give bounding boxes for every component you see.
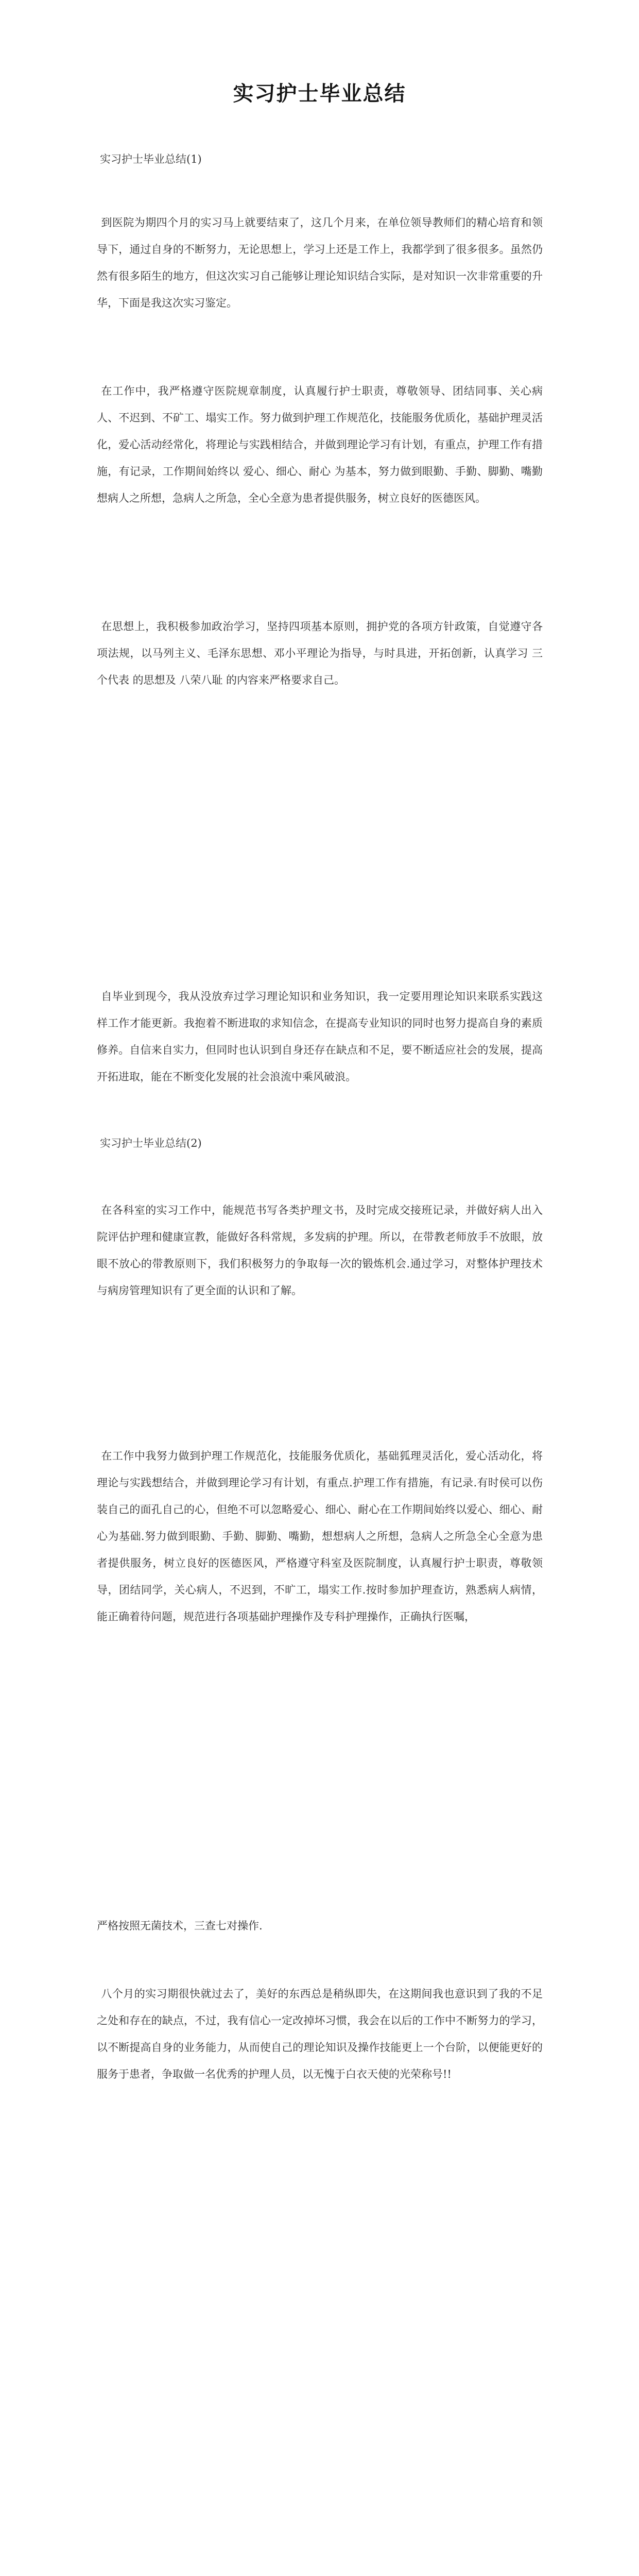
paragraph: 在各科室的实习工作中，能规范书写各类护理文书，及时完成交接班记录，并做好病人出入院评估护理和健康宣教，能做好各科常规，多发病的护理。所以，在带教老师放手不放眼，放眼不放心的带教原则下，我们积极努力的争取每一次的锻炼机会.通过学习，对整体护理技术与病房管理知识有了更全面的认识和了解。 xyxy=(97,1204,543,1297)
paragraph: 在思想上，我积极参加政治学习，坚持四项基本原则，拥护党的各项方针政策，自觉遵守各项法规，以马列主义、毛泽东思想、邓小平理论为指导，与时具进，开拓创新，认真学习 三个代表 的思想及 八荣八耻 的内容来严格要求自己。 xyxy=(97,620,543,686)
section-heading-1: 实习护士毕业总结(1) xyxy=(100,153,202,165)
paragraph: 在工作中，我严格遵守医院规章制度，认真履行护士职责，尊敬领导、团结同事、关心病人、不迟到、不矿工、塌实工作。努力做到护理工作规范化，技能服务优质化，基础护理灵活化，爱心活动经常化，将理论与实践相结合，并做到理论学习有计划，有重点，护理工作有措施，有记录，工作期间始终以 爱心、细心、耐心 为基本，努力做到眼勤、手勤、脚勤、嘴勤 想病人之所想，急病人之所急，全心全意为患者提供服务，树立良好的医德医风。 xyxy=(97,385,543,504)
paragraph: 八个月的实习期很快就过去了，美好的东西总是稍纵即失，在这期间我也意识到了我的不足之处和存在的缺点，不过，我有信心一定改掉坏习惯，我会在以后的工作中不断努力的学习，以不断提高自身的业务能力，从而使自己的理论知识及操作技能更上一个台阶，以便能更好的服务于患者，争取做一名优秀的护理人员，以无愧于白衣天使的光荣称号!! xyxy=(97,1988,543,2080)
paragraph: 严格按照无菌技术，三查七对操作. xyxy=(97,1920,263,1932)
section-heading-2: 实习护士毕业总结(2) xyxy=(100,1137,202,1149)
document-title: 实习护士毕业总结 xyxy=(233,81,406,106)
paragraph: 到医院为期四个月的实习马上就要结束了，这几个月来，在单位领导教师们的精心培育和领导下，通过自身的不断努力，无论思想上，学习上还是工作上，我都学到了很多很多。虽然仍然有很多陌生的地方，但这次实习自己能够让理论知识结合实际，是对知识一次非常重要的升华，下面是我这次实习鉴定。 xyxy=(97,216,543,309)
paragraph: 在工作中我努力做到护理工作规范化，技能服务优质化，基础狐理灵活化，爱心活动化，将理论与实践想结合，并做到理论学习有计划，有重点.护理工作有措施，有记录.有时侯可以伤装自己的面孔自己的心，但绝不可以忽略爱心、细心、耐心在工作期间始终以爱心、细心、耐心为基础.努力做到眼勤、手勤、脚勤、嘴勤，想想病人之所想，急病人之所急全心全意为患者提供服务，树立良好的医德医风，严格遵守科室及医院制度，认真履行护士职责，尊敬领导，团结同学，关心病人，不迟到，不旷工，塌实工作.按时参加护理查访，熟悉病人病情，能正确着待问题，规范进行各项基础护理操作及专科护理操作，正确执行医嘱， xyxy=(97,1450,543,1623)
paragraph: 自毕业到现今，我从没放弃过学习理论知识和业务知识，我一定要用理论知识来联系实践这样工作才能更新。我抱着不断进取的求知信念，在提高专业知识的同时也努力提高自身的素质修养。自信来自实力，但同时也认识到自身还存在缺点和不足，要不断适应社会的发展，提高开拓进取，能在不断变化发展的社会浪流中乘风破浪。 xyxy=(97,990,543,1083)
